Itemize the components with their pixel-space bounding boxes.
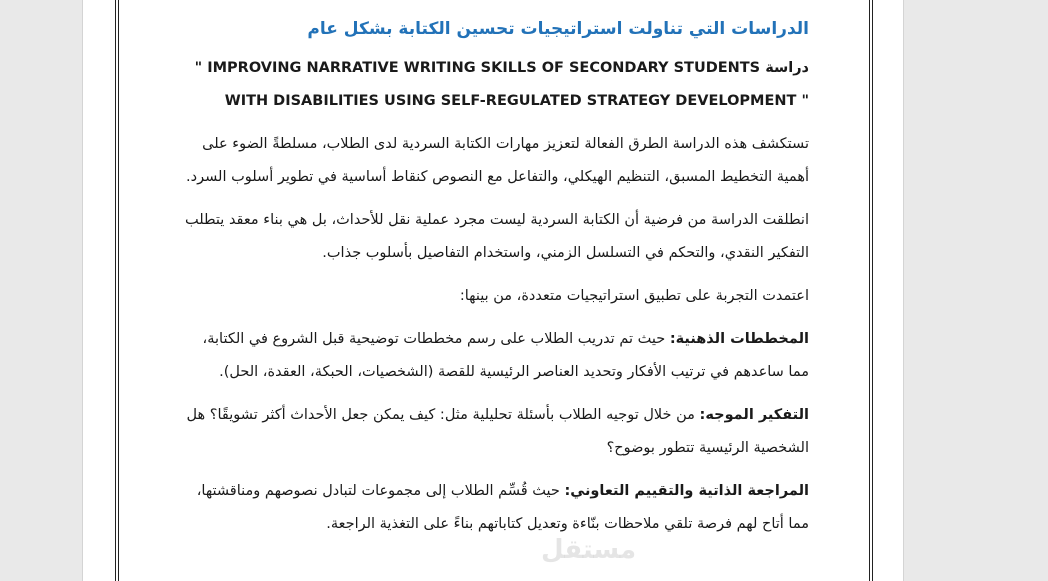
strategy-text: من خلال توجيه الطلاب بأسئلة تحليلية مثل: كيف يمكن جعل الأحداث أكثر تشويقًا؟ هل الشخصية الرئيسية تتطور بوضوح؟ <box>186 407 809 456</box>
strategy-item <box>183 475 809 541</box>
document-content <box>183 14 809 551</box>
strategy-item <box>183 399 809 465</box>
study-title-line-2 <box>183 85 809 118</box>
study-title-line-1 <box>183 52 809 85</box>
strategy-term: التفكير الموجه: <box>699 407 809 423</box>
watermark-logo: مستقل <box>541 535 637 565</box>
paragraph-hypothesis: انطلقت الدراسة من فرضية أن الكتابة السردية ليست مجرد عملية نقل للأحداث، بل هي بناء معقد يتطلب التفكير النقدي، والتحكم في التسلسل الزمني، واستخدام التفاصيل بأسلوب جذاب. <box>184 212 809 261</box>
strategy-text: حيث قُسِّم الطلاب إلى مجموعات لتبادل نصوصهم ومناقشتها، مما أتاح لهم فرصة تلقي ملاحظات بنّاءة وتعديل كتاباتهم بناءً على التغذية الراجعة. <box>196 483 809 532</box>
section-heading: الدراسات التي تناولت استراتيجيات تحسين الكتابة بشكل عام <box>307 19 809 39</box>
strategy-text: حيث تم تدريب الطلاب على رسم مخططات توضيحية قبل الشروع في الكتابة، مما ساعدهم في ترتيب الأفكار وتحديد العناصر الرئيسية للقصة (الشخصيات، الحبكة، العقدة، الحل). <box>202 331 809 380</box>
study-title-en-2: WITH DISABILITIES USING SELF-REGULATED STRATEGY DEVELOPMENT " <box>224 93 809 109</box>
study-title <box>183 52 809 118</box>
strategy-term: المراجعة الذاتية والتقييم التعاوني: <box>564 483 809 499</box>
study-title-en-1: " IMPROVING NARRATIVE WRITING SKILLS OF SECONDARY STUDENTS <box>194 60 761 76</box>
study-prefix: دراسة <box>765 60 809 76</box>
strategy-term: المخططات الذهنية: <box>669 331 809 347</box>
document-page <box>82 0 904 581</box>
paragraph-strategies-lead: اعتمدت التجربة على تطبيق استراتيجيات متعددة، من بينها: <box>459 288 809 304</box>
paragraph-intro: تستكشف هذه الدراسة الطرق الفعالة لتعزيز مهارات الكتابة السردية لدى الطلاب، مسلطةً الضوء على أهمية التخطيط المسبق، التنظيم الهيكلي، والتفاعل مع النصوص كنقاط أساسية في تطوير أسلوب السرد. <box>186 136 809 185</box>
strategy-item <box>183 323 809 389</box>
